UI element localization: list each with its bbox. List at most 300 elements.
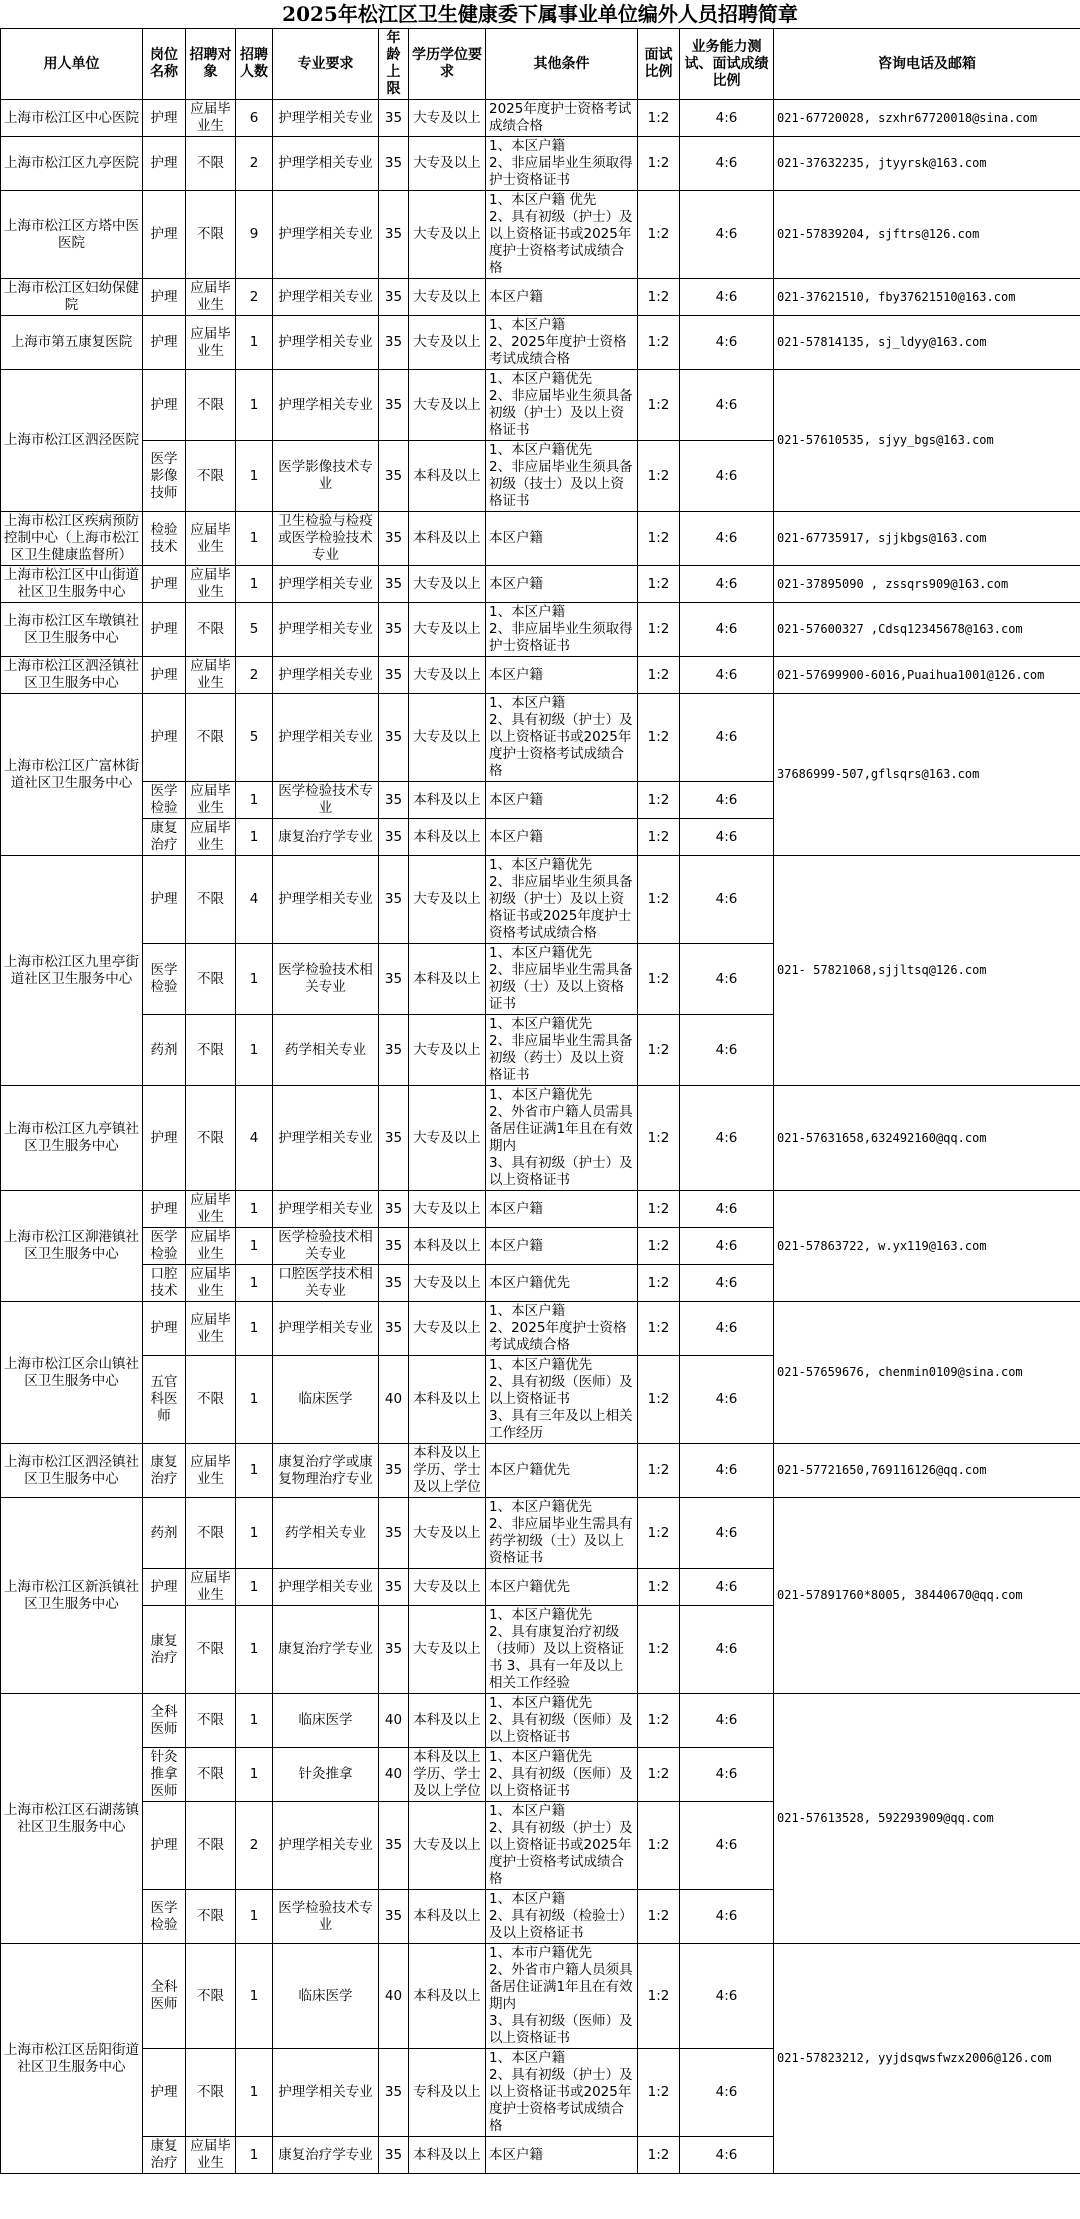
- cell-target: 应届毕业生: [186, 657, 236, 694]
- cell-major: 医学检验技术相关专业: [273, 1228, 379, 1265]
- table-row: [1, 603, 1080, 657]
- cell-score-ratio: 4:6: [680, 100, 774, 137]
- cell-other-conditions: 本区户籍优先: [486, 1444, 638, 1498]
- cell-education: 本科及以上: [409, 512, 486, 566]
- cell-interview-ratio: 1:2: [638, 1265, 680, 1302]
- header-post: 岗位名称: [143, 29, 186, 100]
- table-row: [1, 856, 1080, 944]
- cell-other-conditions: 1、本区户籍优先 2、具有康复治疗初级（技师）及以上资格证书 3、具有一年及以上相关工作经验: [486, 1606, 638, 1694]
- cell-post: 护理: [143, 1802, 186, 1890]
- cell-post: 药剂: [143, 1498, 186, 1569]
- cell-age: 35: [379, 819, 409, 856]
- cell-other-conditions: 1、本区户籍优先 2、具有初级（医师）及以上资格证书: [486, 1748, 638, 1802]
- cell-age: 35: [379, 279, 409, 316]
- cell-education: 本科及以上: [409, 1356, 486, 1444]
- cell-score-ratio: 4:6: [680, 1944, 774, 2049]
- cell-contact: 37686999-507,gflsqrs@163.com: [774, 694, 1080, 856]
- cell-other-conditions: 1、本区户籍优先 2、非应届毕业生须具备初级（技士）及以上资格证书: [486, 441, 638, 512]
- cell-unit: 上海市松江区九里亭街道社区卫生服务中心: [1, 856, 143, 1086]
- cell-interview-ratio: 1:2: [638, 1569, 680, 1606]
- cell-unit: 上海市松江区岳阳街道社区卫生服务中心: [1, 1944, 143, 2174]
- cell-unit: 上海市松江区泖港镇社区卫生服务中心: [1, 1191, 143, 1302]
- cell-interview-ratio: 1:2: [638, 137, 680, 191]
- cell-age: 35: [379, 1086, 409, 1191]
- cell-unit: 上海市松江区新浜镇社区卫生服务中心: [1, 1498, 143, 1694]
- cell-education: 大专及以上: [409, 1498, 486, 1569]
- cell-target: 不限: [186, 1802, 236, 1890]
- cell-unit: 上海市松江区方塔中医医院: [1, 191, 143, 279]
- cell-score-ratio: 4:6: [680, 819, 774, 856]
- cell-post: 康复治疗: [143, 819, 186, 856]
- cell-post: 护理: [143, 1086, 186, 1191]
- cell-interview-ratio: 1:2: [638, 441, 680, 512]
- table-row: [1, 100, 1080, 137]
- cell-major: 护理学相关专业: [273, 137, 379, 191]
- cell-age: 35: [379, 137, 409, 191]
- cell-interview-ratio: 1:2: [638, 1444, 680, 1498]
- cell-other-conditions: 1、本区户籍优先 2、具有初级（医师）及以上资格证书 3、具有三年及以上相关工作经历: [486, 1356, 638, 1444]
- cell-unit: 上海市松江区石湖荡镇社区卫生服务中心: [1, 1694, 143, 1944]
- cell-post: 药剂: [143, 1015, 186, 1086]
- cell-age: 35: [379, 782, 409, 819]
- cell-age: 35: [379, 1569, 409, 1606]
- cell-age: 35: [379, 566, 409, 603]
- cell-target: 应届毕业生: [186, 1569, 236, 1606]
- header-contact: 咨询电话及邮箱: [774, 29, 1080, 100]
- cell-other-conditions: 本区户籍: [486, 782, 638, 819]
- cell-count: 2: [236, 657, 273, 694]
- cell-major: 护理学相关专业: [273, 316, 379, 370]
- cell-age: 35: [379, 603, 409, 657]
- cell-interview-ratio: 1:2: [638, 1748, 680, 1802]
- cell-contact: 021-57839204, sjftrs@126.com: [774, 191, 1080, 279]
- cell-education: 专科及以上: [409, 2049, 486, 2137]
- cell-post: 康复治疗: [143, 1444, 186, 1498]
- cell-post: 康复治疗: [143, 1606, 186, 1694]
- cell-post: 护理: [143, 566, 186, 603]
- cell-interview-ratio: 1:2: [638, 279, 680, 316]
- cell-age: 35: [379, 2049, 409, 2137]
- cell-target: 应届毕业生: [186, 1265, 236, 1302]
- cell-interview-ratio: 1:2: [638, 1498, 680, 1569]
- cell-unit: 上海市松江区中心医院: [1, 100, 143, 137]
- cell-major: 护理学相关专业: [273, 100, 379, 137]
- cell-education: 大专及以上: [409, 1606, 486, 1694]
- cell-target: 不限: [186, 441, 236, 512]
- cell-count: 1: [236, 1228, 273, 1265]
- cell-score-ratio: 4:6: [680, 782, 774, 819]
- cell-post: 护理: [143, 694, 186, 782]
- cell-interview-ratio: 1:2: [638, 100, 680, 137]
- cell-other-conditions: 本区户籍优先: [486, 1265, 638, 1302]
- cell-other-conditions: 1、本区户籍 2、非应届毕业生须取得护士资格证书: [486, 603, 638, 657]
- cell-major: 护理学相关专业: [273, 566, 379, 603]
- cell-contact: 021-37895090 , zssqrs909@163.com: [774, 566, 1080, 603]
- cell-age: 35: [379, 856, 409, 944]
- cell-other-conditions: 1、本区户籍 2、具有初级（护士）及以上资格证书或2025年度护士资格考试成绩合格: [486, 2049, 638, 2137]
- cell-major: 护理学相关专业: [273, 1302, 379, 1356]
- cell-contact: 021-67735917, sjjkbgs@163.com: [774, 512, 1080, 566]
- cell-contact: 021-57699900-6016,Puaihua1001@126.com: [774, 657, 1080, 694]
- cell-interview-ratio: 1:2: [638, 603, 680, 657]
- cell-score-ratio: 4:6: [680, 2137, 774, 2174]
- cell-education: 大专及以上: [409, 1191, 486, 1228]
- cell-post: 护理: [143, 100, 186, 137]
- cell-score-ratio: 4:6: [680, 1356, 774, 1444]
- cell-major: 临床医学: [273, 1944, 379, 2049]
- cell-contact: 021-57891760*8005, 38440670@qq.com: [774, 1498, 1080, 1694]
- cell-count: 1: [236, 1498, 273, 1569]
- cell-contact: 021-57631658,632492160@qq.com: [774, 1086, 1080, 1191]
- cell-target: 应届毕业生: [186, 100, 236, 137]
- header-target: 招聘对象: [186, 29, 236, 100]
- cell-target: 不限: [186, 1694, 236, 1748]
- cell-post: 护理: [143, 137, 186, 191]
- table-row: [1, 694, 1080, 782]
- cell-other-conditions: 1、本区户籍优先 2、非应届毕业生需具有药学初级（士）及以上资格证书: [486, 1498, 638, 1569]
- cell-count: 1: [236, 316, 273, 370]
- cell-interview-ratio: 1:2: [638, 1228, 680, 1265]
- cell-age: 35: [379, 1444, 409, 1498]
- cell-education: 大专及以上: [409, 100, 486, 137]
- cell-major: 临床医学: [273, 1356, 379, 1444]
- cell-age: 35: [379, 512, 409, 566]
- header-unit: 用人单位: [1, 29, 143, 100]
- cell-other-conditions: 本区户籍: [486, 512, 638, 566]
- cell-interview-ratio: 1:2: [638, 1606, 680, 1694]
- cell-count: 6: [236, 100, 273, 137]
- cell-score-ratio: 4:6: [680, 1748, 774, 1802]
- cell-age: 35: [379, 1265, 409, 1302]
- cell-count: 1: [236, 1694, 273, 1748]
- cell-post: 医学检验: [143, 782, 186, 819]
- cell-post: 护理: [143, 657, 186, 694]
- cell-education: 本科及以上: [409, 782, 486, 819]
- cell-target: 不限: [186, 191, 236, 279]
- cell-age: 35: [379, 1606, 409, 1694]
- cell-target: 不限: [186, 1890, 236, 1944]
- cell-post: 护理: [143, 2049, 186, 2137]
- cell-target: 应届毕业生: [186, 512, 236, 566]
- cell-other-conditions: 1、本区户籍优先 2、外省市户籍人员需具备居住证满1年且在有效期内 3、具有初级（护士）及以上资格证书: [486, 1086, 638, 1191]
- cell-age: 35: [379, 191, 409, 279]
- cell-other-conditions: 1、本区户籍优先 2、非应届毕业生需具备初级（士）及以上资格证书: [486, 944, 638, 1015]
- cell-education: 大专及以上: [409, 603, 486, 657]
- table-row: [1, 191, 1080, 279]
- cell-age: 35: [379, 944, 409, 1015]
- cell-major: 医学检验技术专业: [273, 782, 379, 819]
- cell-score-ratio: 4:6: [680, 512, 774, 566]
- cell-other-conditions: 本区户籍: [486, 279, 638, 316]
- cell-interview-ratio: 1:2: [638, 512, 680, 566]
- cell-interview-ratio: 1:2: [638, 1086, 680, 1191]
- table-body: [1, 100, 1080, 2174]
- cell-score-ratio: 4:6: [680, 1498, 774, 1569]
- header-other-conditions: 其他条件: [486, 29, 638, 100]
- cell-education: 大专及以上: [409, 191, 486, 279]
- cell-contact: 021-57600327 ,Cdsq12345678@163.com: [774, 603, 1080, 657]
- cell-interview-ratio: 1:2: [638, 2049, 680, 2137]
- cell-age: 35: [379, 1802, 409, 1890]
- cell-post: 医学检验: [143, 944, 186, 1015]
- cell-other-conditions: 1、本区户籍优先 2、非应届毕业生需具备初级（药士）及以上资格证书: [486, 1015, 638, 1086]
- cell-unit: 上海市松江区车墩镇社区卫生服务中心: [1, 603, 143, 657]
- cell-other-conditions: 2025年度护士资格考试成绩合格: [486, 100, 638, 137]
- cell-education: 大专及以上: [409, 279, 486, 316]
- cell-age: 40: [379, 1356, 409, 1444]
- cell-major: 康复治疗学或康复物理治疗专业: [273, 1444, 379, 1498]
- cell-interview-ratio: 1:2: [638, 819, 680, 856]
- cell-unit: 上海市松江区疾病预防控制中心（上海市松江区卫生健康监督所）: [1, 512, 143, 566]
- cell-age: 35: [379, 1191, 409, 1228]
- cell-target: 不限: [186, 1356, 236, 1444]
- cell-post: 护理: [143, 279, 186, 316]
- cell-major: 护理学相关专业: [273, 370, 379, 441]
- cell-major: 护理学相关专业: [273, 1569, 379, 1606]
- cell-target: 不限: [186, 856, 236, 944]
- cell-major: 药学相关专业: [273, 1498, 379, 1569]
- cell-target: 应届毕业生: [186, 566, 236, 603]
- cell-post: 口腔技术: [143, 1265, 186, 1302]
- cell-post: 全科医师: [143, 1694, 186, 1748]
- cell-other-conditions: 1、本区户籍优先 2、非应届毕业生须具备初级（护士）及以上资格证书: [486, 370, 638, 441]
- cell-education: 大专及以上: [409, 566, 486, 603]
- cell-interview-ratio: 1:2: [638, 1015, 680, 1086]
- cell-education: 本科及以上学历、学士及以上学位: [409, 1748, 486, 1802]
- cell-education: 大专及以上: [409, 370, 486, 441]
- cell-major: 护理学相关专业: [273, 191, 379, 279]
- cell-interview-ratio: 1:2: [638, 566, 680, 603]
- cell-count: 2: [236, 1802, 273, 1890]
- cell-target: 应届毕业生: [186, 1302, 236, 1356]
- cell-other-conditions: 本区户籍: [486, 657, 638, 694]
- cell-interview-ratio: 1:2: [638, 1356, 680, 1444]
- cell-post: 护理: [143, 1191, 186, 1228]
- cell-interview-ratio: 1:2: [638, 782, 680, 819]
- cell-contact: 021-57613528, 592293909@qq.com: [774, 1694, 1080, 1944]
- cell-education: 本科及以上: [409, 1694, 486, 1748]
- cell-target: 不限: [186, 370, 236, 441]
- cell-education: 大专及以上: [409, 694, 486, 782]
- cell-interview-ratio: 1:2: [638, 1694, 680, 1748]
- cell-score-ratio: 4:6: [680, 1606, 774, 1694]
- header-score-ratio: 业务能力测试、面试成绩比例: [680, 29, 774, 100]
- cell-count: 1: [236, 566, 273, 603]
- cell-count: 1: [236, 1944, 273, 2049]
- cell-contact: 021-57610535, sjyy_bgs@163.com: [774, 370, 1080, 512]
- cell-score-ratio: 4:6: [680, 2049, 774, 2137]
- cell-age: 35: [379, 2137, 409, 2174]
- cell-major: 药学相关专业: [273, 1015, 379, 1086]
- cell-unit: 上海市松江区妇幼保健院: [1, 279, 143, 316]
- table-row: [1, 370, 1080, 441]
- cell-score-ratio: 4:6: [680, 137, 774, 191]
- cell-interview-ratio: 1:2: [638, 657, 680, 694]
- cell-age: 35: [379, 370, 409, 441]
- cell-contact: 021-57863722, w.yx119@163.com: [774, 1191, 1080, 1302]
- cell-count: 1: [236, 1015, 273, 1086]
- cell-target: 不限: [186, 1086, 236, 1191]
- table-row: [1, 316, 1080, 370]
- cell-count: 9: [236, 191, 273, 279]
- cell-other-conditions: 本区户籍: [486, 1228, 638, 1265]
- cell-unit: 上海市松江区广富林街道社区卫生服务中心: [1, 694, 143, 856]
- cell-target: 不限: [186, 1015, 236, 1086]
- table-row: [1, 1498, 1080, 1569]
- header-education: 学历学位要求: [409, 29, 486, 100]
- cell-major: 护理学相关专业: [273, 2049, 379, 2137]
- table-row: [1, 657, 1080, 694]
- cell-education: 大专及以上: [409, 1015, 486, 1086]
- cell-unit: 上海市松江区泗泾镇社区卫生服务中心: [1, 1444, 143, 1498]
- cell-score-ratio: 4:6: [680, 1694, 774, 1748]
- cell-target: 不限: [186, 137, 236, 191]
- cell-major: 医学检验技术专业: [273, 1890, 379, 1944]
- cell-education: 大专及以上: [409, 657, 486, 694]
- cell-age: 35: [379, 1498, 409, 1569]
- cell-major: 临床医学: [273, 1694, 379, 1748]
- cell-score-ratio: 4:6: [680, 1191, 774, 1228]
- cell-other-conditions: 1、本区户籍 2、具有初级（护士）及以上资格证书或2025年度护士资格考试成绩合格: [486, 1802, 638, 1890]
- cell-age: 35: [379, 100, 409, 137]
- cell-count: 1: [236, 1606, 273, 1694]
- cell-education: 本科及以上: [409, 1228, 486, 1265]
- cell-post: 护理: [143, 603, 186, 657]
- table-row: [1, 1694, 1080, 1748]
- cell-education: 大专及以上: [409, 1302, 486, 1356]
- cell-contact: 021-57814135, sj_ldyy@163.com: [774, 316, 1080, 370]
- cell-major: 护理学相关专业: [273, 694, 379, 782]
- cell-score-ratio: 4:6: [680, 1569, 774, 1606]
- cell-interview-ratio: 1:2: [638, 1944, 680, 2049]
- table-header-row: [1, 29, 1080, 100]
- cell-major: 康复治疗学专业: [273, 1606, 379, 1694]
- cell-score-ratio: 4:6: [680, 1444, 774, 1498]
- cell-interview-ratio: 1:2: [638, 694, 680, 782]
- cell-education: 本科及以上: [409, 1890, 486, 1944]
- cell-other-conditions: 1、本区户籍 2、2025年度护士资格考试成绩合格: [486, 316, 638, 370]
- table-row: [1, 279, 1080, 316]
- cell-post: 护理: [143, 856, 186, 944]
- cell-education: 本科及以上: [409, 944, 486, 1015]
- cell-score-ratio: 4:6: [680, 1086, 774, 1191]
- table-row: [1, 1086, 1080, 1191]
- cell-age: 35: [379, 657, 409, 694]
- cell-count: 1: [236, 1748, 273, 1802]
- cell-other-conditions: 1、本区户籍优先 2、非应届毕业生须具备初级（护士）及以上资格证书或2025年度护士资格考试成绩合格: [486, 856, 638, 944]
- cell-other-conditions: 1、本区户籍优先 2、具有初级（医师）及以上资格证书: [486, 1694, 638, 1748]
- cell-unit: 上海市松江区九亭镇社区卫生服务中心: [1, 1086, 143, 1191]
- cell-unit: 上海市松江区佘山镇社区卫生服务中心: [1, 1302, 143, 1444]
- cell-post: 全科医师: [143, 1944, 186, 2049]
- cell-major: 护理学相关专业: [273, 1086, 379, 1191]
- cell-contact: 021- 57821068,sjjltsq@126.com: [774, 856, 1080, 1086]
- cell-age: 40: [379, 1748, 409, 1802]
- cell-interview-ratio: 1:2: [638, 1191, 680, 1228]
- cell-interview-ratio: 1:2: [638, 316, 680, 370]
- cell-count: 1: [236, 1356, 273, 1444]
- cell-major: 卫生检验与检疫或医学检验技术专业: [273, 512, 379, 566]
- cell-education: 大专及以上: [409, 1086, 486, 1191]
- cell-education: 本科及以上: [409, 819, 486, 856]
- cell-interview-ratio: 1:2: [638, 1890, 680, 1944]
- cell-target: 应届毕业生: [186, 782, 236, 819]
- cell-count: 1: [236, 1302, 273, 1356]
- cell-post: 医学影像技师: [143, 441, 186, 512]
- cell-score-ratio: 4:6: [680, 856, 774, 944]
- cell-education: 本科及以上学历、学士及以上学位: [409, 1444, 486, 1498]
- cell-unit: 上海市松江区泗泾医院: [1, 370, 143, 512]
- cell-target: 应届毕业生: [186, 2137, 236, 2174]
- cell-major: 护理学相关专业: [273, 1191, 379, 1228]
- cell-score-ratio: 4:6: [680, 1015, 774, 1086]
- cell-count: 1: [236, 1890, 273, 1944]
- table-row: [1, 1302, 1080, 1356]
- cell-score-ratio: 4:6: [680, 944, 774, 1015]
- cell-count: 2: [236, 137, 273, 191]
- cell-count: 1: [236, 441, 273, 512]
- cell-interview-ratio: 1:2: [638, 2137, 680, 2174]
- cell-post: 医学检验: [143, 1890, 186, 1944]
- cell-age: 35: [379, 1302, 409, 1356]
- cell-interview-ratio: 1:2: [638, 370, 680, 441]
- cell-count: 1: [236, 782, 273, 819]
- cell-age: 35: [379, 1890, 409, 1944]
- page-title: 2025年松江区卫生健康委下属事业单位编外人员招聘简章: [282, 2, 798, 26]
- cell-age: 40: [379, 1944, 409, 2049]
- cell-other-conditions: 1、本区户籍 优先 2、具有初级（护士）及以上资格证书或2025年度护士资格考试成绩合格: [486, 191, 638, 279]
- cell-target: 应届毕业生: [186, 1444, 236, 1498]
- cell-education: 本科及以上: [409, 2137, 486, 2174]
- cell-major: 医学影像技术专业: [273, 441, 379, 512]
- cell-target: 应届毕业生: [186, 1228, 236, 1265]
- cell-interview-ratio: 1:2: [638, 944, 680, 1015]
- cell-other-conditions: 1、本区户籍 2、2025年度护士资格考试成绩合格: [486, 1302, 638, 1356]
- cell-education: 大专及以上: [409, 316, 486, 370]
- cell-contact: 021-37621510, fby37621510@163.com: [774, 279, 1080, 316]
- cell-contact: 021-57659676, chenmin0109@sina.com: [774, 1302, 1080, 1444]
- cell-score-ratio: 4:6: [680, 191, 774, 279]
- cell-other-conditions: 本区户籍: [486, 566, 638, 603]
- cell-target: 应届毕业生: [186, 819, 236, 856]
- table-row: [1, 1191, 1080, 1228]
- cell-other-conditions: 1、本市户籍优先 2、外省市户籍人员须具备居住证满1年且在有效期内 3、具有初级（医师）及以上资格证书: [486, 1944, 638, 2049]
- cell-target: 不限: [186, 1498, 236, 1569]
- cell-education: 大专及以上: [409, 1569, 486, 1606]
- cell-target: 应届毕业生: [186, 279, 236, 316]
- cell-count: 4: [236, 856, 273, 944]
- cell-target: 不限: [186, 2049, 236, 2137]
- cell-major: 护理学相关专业: [273, 657, 379, 694]
- cell-post: 五官科医师: [143, 1356, 186, 1444]
- cell-education: 大专及以上: [409, 856, 486, 944]
- header-major: 专业要求: [273, 29, 379, 100]
- cell-contact: 021-57823212, yyjdsqwsfwzx2006@126.com: [774, 1944, 1080, 2174]
- cell-major: 护理学相关专业: [273, 1802, 379, 1890]
- cell-count: 1: [236, 512, 273, 566]
- cell-post: 医学检验: [143, 1228, 186, 1265]
- cell-contact: 021-67720028, szxhr67720018@sina.com: [774, 100, 1080, 137]
- table-row: [1, 1944, 1080, 2049]
- table-row: [1, 1444, 1080, 1498]
- cell-count: 1: [236, 2137, 273, 2174]
- cell-post: 针灸推拿医师: [143, 1748, 186, 1802]
- cell-major: 康复治疗学专业: [273, 2137, 379, 2174]
- cell-education: 本科及以上: [409, 441, 486, 512]
- cell-interview-ratio: 1:2: [638, 1802, 680, 1890]
- cell-count: 1: [236, 2049, 273, 2137]
- cell-major: 护理学相关专业: [273, 856, 379, 944]
